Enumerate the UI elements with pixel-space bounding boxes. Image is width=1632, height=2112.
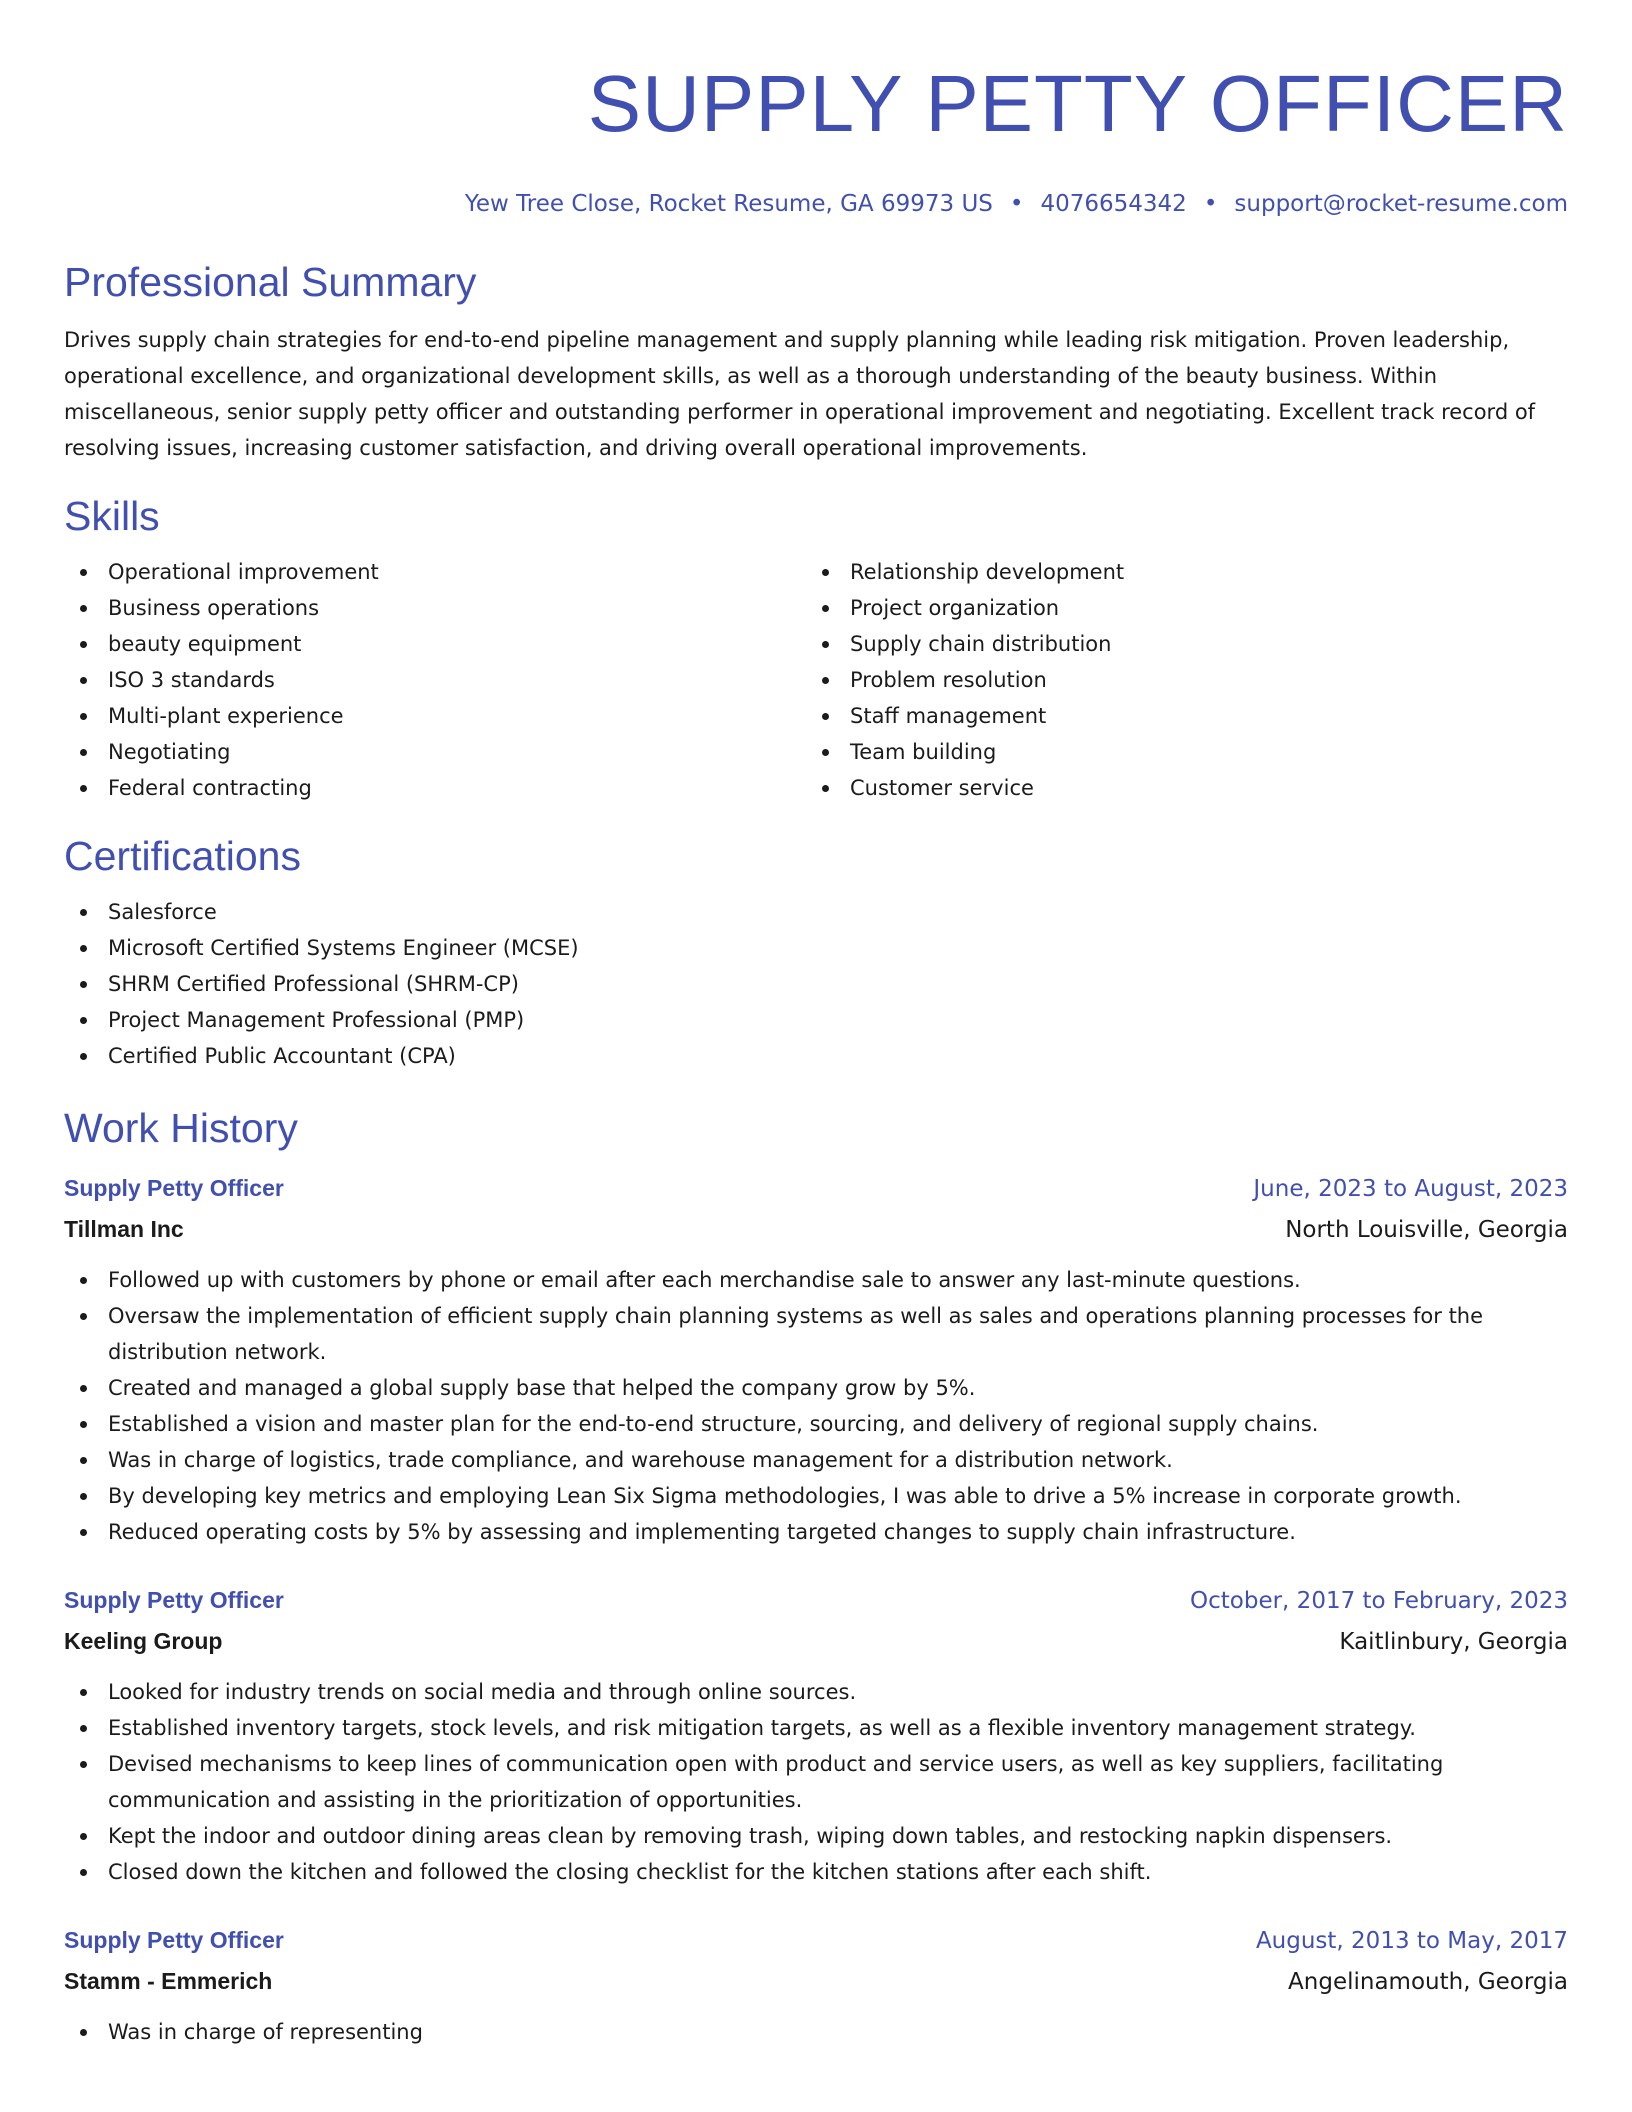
job-bullet: Established a vision and master plan for the end-to-end structure, sourcing, and delivery of regional supply chains.: [64, 1406, 1568, 1442]
job-dates: June, 2023 to August, 2023: [1253, 1176, 1568, 1202]
job-bullet-list: [64, 1674, 1568, 1890]
contact-line: [64, 188, 1568, 220]
contact-separator: •: [1203, 191, 1218, 217]
job-bullet: Was in charge of logistics, trade compliance, and warehouse management for a distribution network.: [64, 1442, 1568, 1478]
job-bullet: Was in charge of representing: [64, 2014, 1568, 2050]
job-company: Stamm - Emmerich: [64, 1968, 273, 1994]
certification-item: Project Management Professional (PMP): [64, 1002, 1568, 1038]
certification-item: Salesforce: [64, 894, 1568, 930]
certifications-heading: Certifications: [64, 833, 301, 879]
skill-item: Negotiating: [64, 734, 806, 770]
skill-item: Relationship development: [806, 554, 1548, 590]
job-dates: August, 2013 to May, 2017: [1255, 1928, 1568, 1954]
skills-left-list: [64, 554, 806, 806]
contact-email[interactable]: support@rocket-resume.com: [1234, 191, 1568, 217]
job-company-row: [64, 1621, 1568, 1662]
job-entry: [64, 1580, 1568, 1890]
skill-item: Team building: [806, 734, 1548, 770]
certification-item: Microsoft Certified Systems Engineer (MCSE): [64, 930, 1568, 966]
summary-heading: Professional Summary: [64, 259, 477, 305]
skill-item: Project organization: [806, 590, 1548, 626]
job-location: Angelinamouth, Georgia: [1288, 1969, 1568, 1995]
job-company-row: [64, 1209, 1568, 1250]
job-entry: [64, 1168, 1568, 1550]
certification-item: Certified Public Accountant (CPA): [64, 1038, 1568, 1074]
skill-item: Problem resolution: [806, 662, 1548, 698]
job-bullet-list: [64, 1262, 1568, 1550]
job-location: Kaitlinbury, Georgia: [1339, 1629, 1568, 1655]
job-bullet: Followed up with customers by phone or email after each merchandise sale to answer any last-minute questions.: [64, 1262, 1568, 1298]
certifications-list: [64, 894, 1568, 1074]
skill-item: Federal contracting: [64, 770, 806, 806]
job-bullet: Established inventory targets, stock levels, and risk mitigation targets, as well as a flexible inventory management strategy.: [64, 1710, 1568, 1746]
resume-page: [64, 0, 1568, 2112]
skill-item: Customer service: [806, 770, 1548, 806]
job-bullet: Oversaw the implementation of efficient supply chain planning systems as well as sales and operations planning processes for the distribution network.: [64, 1298, 1568, 1370]
job-dates: October, 2017 to February, 2023: [1190, 1588, 1568, 1614]
job-title: Supply Petty Officer: [64, 1587, 284, 1613]
job-bullet: Created and managed a global supply base that helped the company grow by 5%.: [64, 1370, 1568, 1406]
job-bullet: Looked for industry trends on social media and through online sources.: [64, 1674, 1568, 1710]
job-entry: [64, 1920, 1568, 2050]
job-company: Keeling Group: [64, 1628, 223, 1654]
job-company-row: [64, 1961, 1568, 2002]
skill-item: ISO 3 standards: [64, 662, 806, 698]
job-company: Tillman Inc: [64, 1216, 184, 1242]
skills-heading: Skills: [64, 493, 160, 539]
job-bullet: Reduced operating costs by 5% by assessing and implementing targeted changes to supply chain infrastructure.: [64, 1514, 1568, 1550]
contact-phone[interactable]: 4076654342: [1040, 191, 1187, 217]
job-bullet: Closed down the kitchen and followed the closing checklist for the kitchen stations after each shift.: [64, 1854, 1568, 1890]
job-title: Supply Petty Officer: [64, 1927, 284, 1953]
certification-item: SHRM Certified Professional (SHRM-CP): [64, 966, 1568, 1002]
job-header-row: [64, 1580, 1568, 1621]
contact-separator: •: [1009, 191, 1024, 217]
job-location: North Louisville, Georgia: [1285, 1217, 1568, 1243]
skills-right-list: [806, 554, 1548, 806]
resume-name: SUPPLY PETTY OFFICER: [587, 59, 1568, 148]
skill-item: Operational improvement: [64, 554, 806, 590]
skill-item: Staff management: [806, 698, 1548, 734]
work-history-heading: Work History: [64, 1105, 298, 1151]
skill-item: Multi-plant experience: [64, 698, 806, 734]
job-bullet-list: [64, 2014, 1568, 2050]
job-header-row: [64, 1920, 1568, 1961]
job-header-row: [64, 1168, 1568, 1209]
skill-item: Business operations: [64, 590, 806, 626]
summary-text: Drives supply chain strategies for end-to-end pipeline management and supply planning while leading risk mitigation. Proven leadership, operational excellence, and organizational development skills, as well as a thorough understanding of the beauty business. Within miscellaneous, senior supply petty officer and outstanding performer in operational improvement and negotiating. Excellent track record of resolving issues, increasing customer satisfaction, and driving overall operational improvements.: [64, 328, 1536, 460]
skill-item: beauty equipment: [64, 626, 806, 662]
job-bullet: By developing key metrics and employing Lean Six Sigma methodologies, I was able to drive a 5% increase in corporate growth.: [64, 1478, 1568, 1514]
job-bullet: Kept the indoor and outdoor dining areas clean by removing trash, wiping down tables, and restocking napkin dispensers.: [64, 1818, 1568, 1854]
skill-item: Supply chain distribution: [806, 626, 1548, 662]
skills-grid: [64, 554, 1568, 806]
job-title: Supply Petty Officer: [64, 1175, 284, 1201]
contact-address: Yew Tree Close, Rocket Resume, GA 69973 US: [464, 191, 993, 217]
job-bullet: Devised mechanisms to keep lines of communication open with product and service users, as well as key suppliers, facilitating communication and assisting in the prioritization of opportunities.: [64, 1746, 1568, 1818]
